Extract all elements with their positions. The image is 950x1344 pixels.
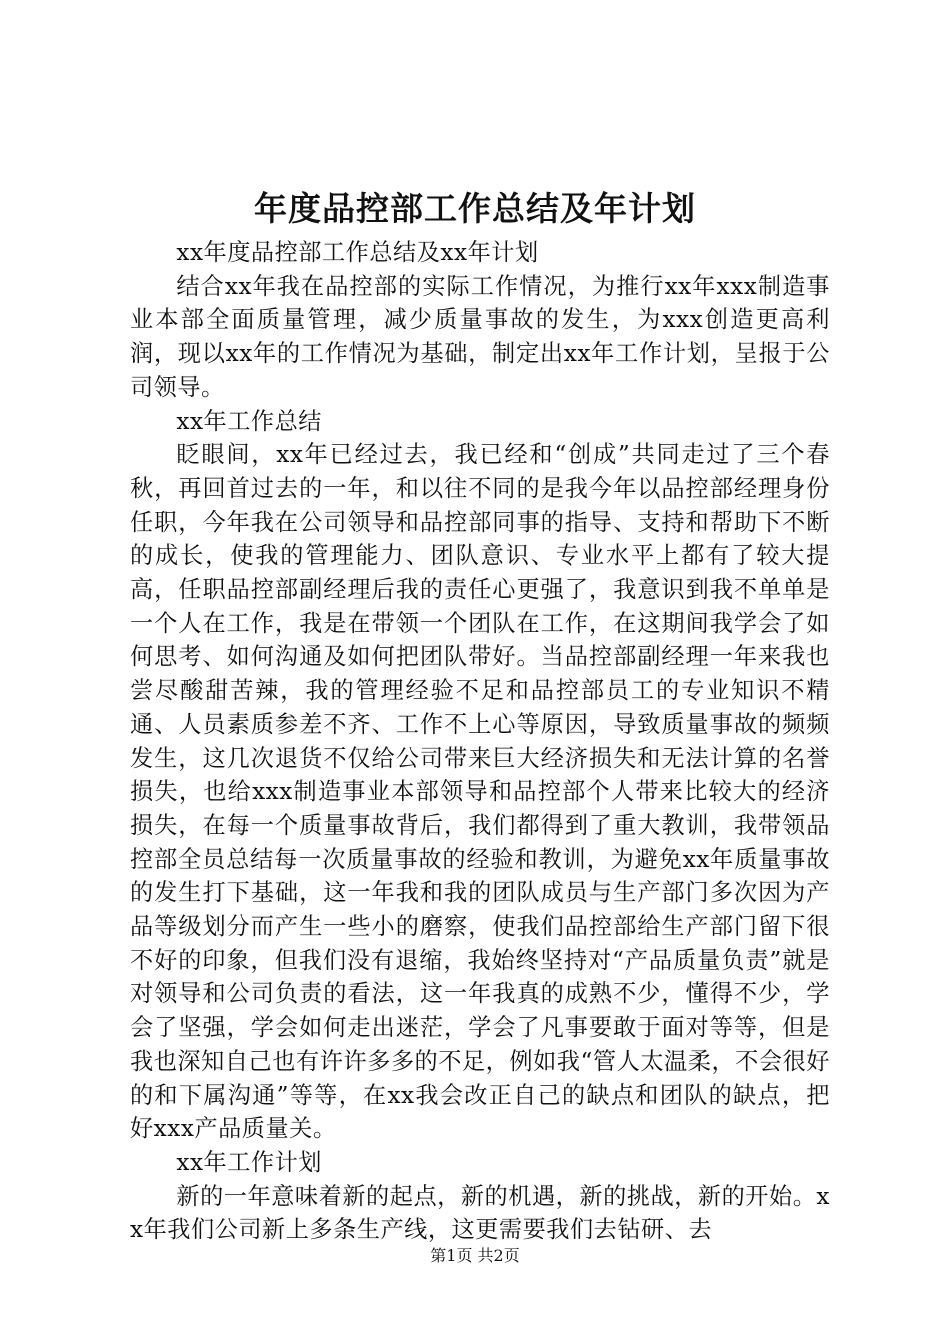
subtitle-paragraph: xx年度品控部工作总结及xx年计划 (176, 239, 539, 266)
summary-paragraph: 眨眼间，xx年已经过去，我已经和“创成”共同走过了三个春秋，再回首过去的一年，和以往不同的是我今年以品控部经理身份任职，今年我在公司领导和品控部同事的指导、支持和帮助下不断的成长，使我的管理能力、团队意识、专业水平上都有了较大提高，任职品控部副经理后我的责任心更强了，我意识到我不单单是一个人在工作，我是在带领一个团队在工作，在这期间我学会了如何思考、如何沟通及如何把团队带好。当品控部副经理一年来我也尝尽酸甜苦辣，我的管理经验不足和品控部员工的专业知识不精通、人员素质参差不齐、工作不上心等原因，导致质量事故的频频发生，这几次退货不仅给公司带来巨大经济损失和无法计算的名誉损失，也给xxx制造事业本部领导和品控部个人带来比较大的经济损失，在每一个质量事故背后，我们都得到了重大教训，我带领品控部全员总结每一次质量事故的经验和教训，为避免xx年质量事故的发生打下基础，这一年我和我的团队成员与生产部门多次因为产品等级划分而产生一些小的磨察，使我们品控部给生产部门留下很不好的印象，但我们没有退缩，我始终坚持对“产品质量负责”就是对领导和公司负责的看法，这一年我真的成熟不少，懂得不少，学会了坚强，学会如何走出迷茫，学会了凡事要敢于面对等等，但是我也深知自己也有许许多多的不足，例如我“管人太温柔，不会很好的和下属沟通”等等，在xx我会改正自己的缺点和团队的缺点，把好xxx产品质量关。 (130, 441, 830, 1143)
document-title: 年度品控部工作总结及年计划 (254, 189, 696, 228)
intro-paragraph: 结合xx年我在品控部的实际工作情况，为推行xx年xxx制造事业本部全面质量管理，减少质量事故的发生，为xxx创造更高利润，现以xx年的工作情况为基础，制定出xx年工作计划，呈报于公司领导。 (130, 272, 830, 401)
section-heading-summary: xx年工作总结 (176, 407, 322, 435)
section-heading-plan: xx年工作计划 (176, 1148, 322, 1176)
plan-paragraph: 新的一年意味着新的起点，新的机遇，新的挑战，新的开始。xx年我们公司新上多条生产线，这更需要我们去钻研、去 (130, 1182, 830, 1244)
page-footer: 第1页 共2页 (430, 1246, 520, 1265)
document-body (130, 236, 830, 1247)
